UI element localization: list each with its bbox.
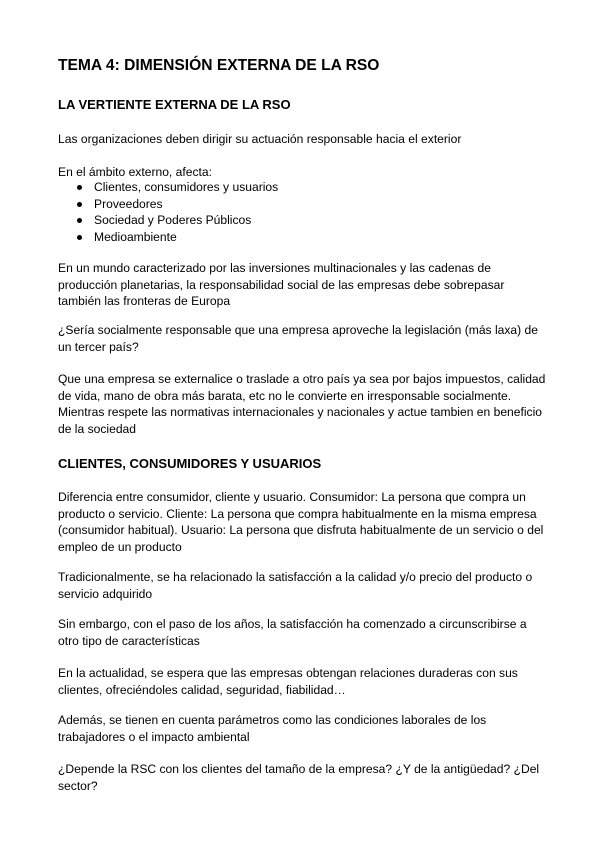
paragraph: Diferencia entre consumidor, cliente y usuario. Consumidor: La persona que compra un producto o servicio. Cliente: La persona que compra habitualmente en la misma empresa (consumidor habitual). Usuario: La persona que disfruta habitualmente de un servicio o del empleo de un producto — [58, 490, 544, 554]
paragraph: ¿Depende la RSC con los clientes del tamaño de la empresa? ¿Y de la antigüedad? ¿Del sector? — [58, 762, 540, 793]
paragraph: Además, se tienen en cuenta parámetros como las condiciones laborales de los trabajadores o el impacto ambiental — [58, 713, 487, 744]
list-item: Clientes, consumidores y usuarios — [58, 179, 278, 196]
paragraph: En el ámbito externo, afecta: — [58, 165, 212, 179]
paragraph: ¿Sería socialmente responsable que una empresa aproveche la legislación (más laxa) de un tercer país? — [58, 323, 538, 354]
paragraph: En la actualidad, se espera que las empresas obtengan relaciones duraderas con sus clientes, ofreciéndoles calidad, seguridad, fiabilidad… — [58, 666, 518, 697]
paragraph: En un mundo caracterizado por las inversiones multinacionales y las cadenas de producción planetarias, la responsabilidad social de las empresas debe sobrepasar también las fronteras de Europa — [58, 261, 505, 308]
document-title: TEMA 4: DIMENSIÓN EXTERNA DE LA RSO — [58, 57, 380, 74]
list-item: Sociedad y Poderes Públicos — [58, 212, 278, 229]
section-heading-clientes: CLIENTES, CONSUMIDORES Y USUARIOS — [58, 456, 322, 471]
list-item: Medioambiente — [58, 229, 278, 246]
paragraph: Que una empresa se externalice o traslade a otro país ya sea por bajos impuestos, calidad de vida, mano de obra más barata, etc no le convierte en irresponsable socialmente. Mientras respete las normativas internacionales y nacionales y actue tambien en beneficio de la sociedad — [58, 372, 546, 436]
section-heading-vertiente-externa: LA VERTIENTE EXTERNA DE LA RSO — [58, 97, 291, 112]
list-item: Proveedores — [58, 196, 278, 213]
paragraph: Sin embargo, con el paso de los años, la satisfacción ha comenzado a circunscribirse a otro tipo de características — [58, 617, 527, 648]
paragraph: Tradicionalmente, se ha relacionado la satisfacción a la calidad y/o precio del producto o servicio adquirido — [58, 570, 533, 601]
paragraph: Las organizaciones deben dirigir su actuación responsable hacia el exterior — [58, 132, 462, 146]
bullet-list — [58, 179, 278, 245]
